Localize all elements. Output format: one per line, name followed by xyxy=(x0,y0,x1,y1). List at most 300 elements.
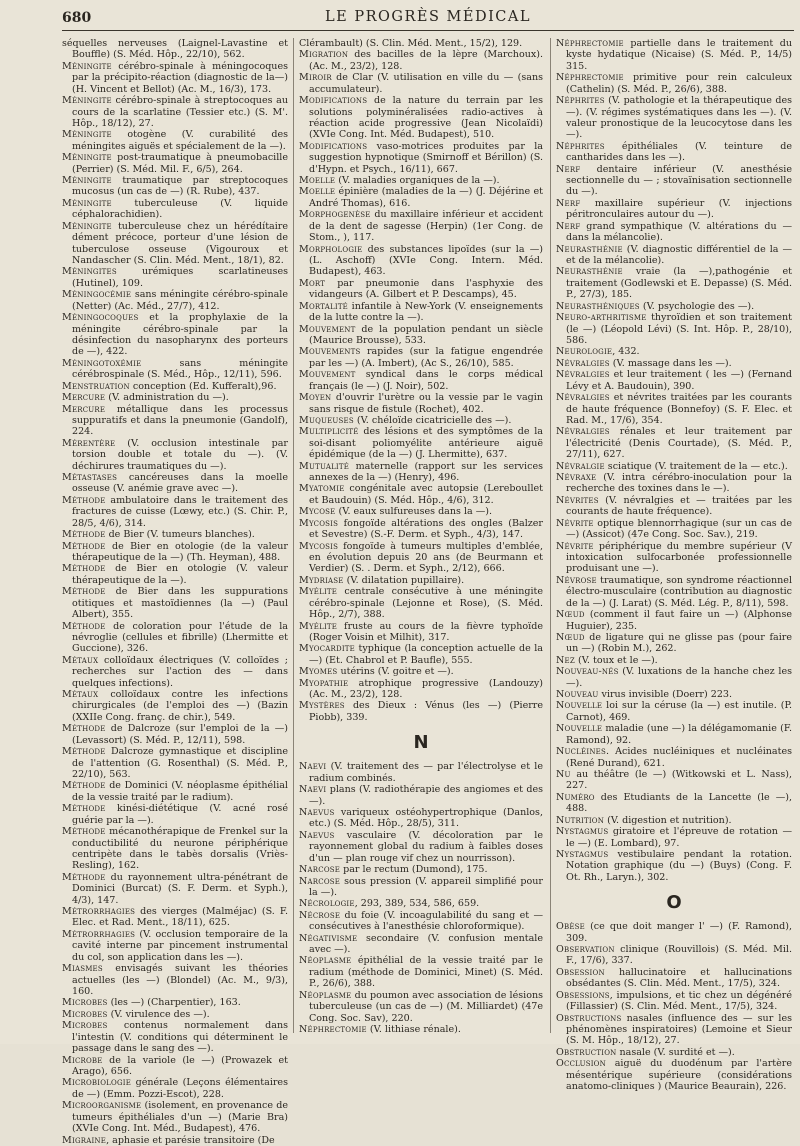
index-entry xyxy=(62,1135,288,1146)
entry-heading: Numéro xyxy=(556,791,595,803)
entry-text: fruste au cours de la fièvre typhoïde (Roger Voisin et Milhit), 317. xyxy=(309,620,543,643)
entry-text: de la nature du terrain par les solutions polyminéralisées radio-actives à réaction acide progressive (Jean Nicolaïdi) (XVIe Cong. Int. Méd. Budapest), 510. xyxy=(309,95,543,141)
index-entry xyxy=(299,518,543,541)
index-entry xyxy=(299,990,543,1024)
entry-text: (V. eaux sulfureuses dans la —). xyxy=(335,506,493,518)
entry-heading: Méthode xyxy=(62,529,106,541)
index-entry xyxy=(62,586,288,620)
index-entry xyxy=(556,461,792,472)
index-entry xyxy=(299,49,543,72)
entry-heading: Neurasthénie xyxy=(556,266,623,278)
entry-heading: Néphrites xyxy=(556,95,605,107)
entry-text: traumatique, son syndrome réactionnel électro-musculaire (contribution au diagnostic de la —) (J. Larat) (S. Méd. Lég. P., 8/11), 598. xyxy=(566,574,792,609)
entry-heading: Occlusion xyxy=(556,1058,606,1070)
entry-heading: Mortalité xyxy=(299,300,348,312)
entry-text: hallucinatoire et hallucinations obsédantes (S. Clin. Méd. Ment., 17/5), 324. xyxy=(566,966,792,990)
entry-heading: Méningite xyxy=(62,175,112,187)
index-entry xyxy=(299,38,543,49)
index-entry xyxy=(299,141,543,175)
entry-text: périphérique du membre supérieur (V intoxication sulfocarbonée professionnelle produisant une —). xyxy=(566,540,792,575)
entry-heading: Méthode xyxy=(62,746,106,758)
entry-heading: Nouvelle xyxy=(556,700,603,712)
index-entry xyxy=(62,563,288,586)
entry-text: séquelles nerveuses (Laignel-Lavastine et Bouffle) (S. Méd. Hôp., 22/10), 562. xyxy=(62,38,288,61)
entry-text: de Clar (V. utilisation en ville du — (sans accumulateur). xyxy=(309,72,543,95)
entry-text: optique blennorrhagique (sur un cas de —) (Assicot) (47e Cong. Soc. Sav.), 219. xyxy=(566,517,792,541)
entry-heading: Néoplasme xyxy=(299,989,352,1001)
entry-heading: Narcose xyxy=(299,864,341,876)
index-entry xyxy=(299,186,543,209)
index-entry xyxy=(299,324,543,347)
index-entry xyxy=(556,826,792,849)
entry-text: conception (Ed. Kufferalt),96. xyxy=(129,380,277,392)
entry-text: fongoïde à tumeurs multiples d'emblée, en évolution depuis 20 ans (de Beurmann et Verdier) (S. . Derm. et Syph., 2/12), 666. xyxy=(309,540,543,575)
entry-text: post-traumatique à pneumobacille (Perrier) (S. Méd. Mil. F., 6/5), 264. xyxy=(72,152,288,175)
index-entry xyxy=(299,1024,543,1035)
index-entry xyxy=(299,643,543,666)
index-entry xyxy=(62,404,288,438)
index-entry xyxy=(299,541,543,575)
index-entry xyxy=(299,621,543,644)
entry-text: (V. traitement des — par l'électrolyse et le radium combinés. xyxy=(309,761,543,784)
entry-heading: Observation xyxy=(556,944,615,956)
entry-text: par pneumonie dans l'asphyxie des vidangeurs (A. Gilbert et P. Descamps), 45. xyxy=(309,277,543,301)
index-entry xyxy=(62,746,288,780)
entry-text: colloïdaux contre les infections chirurgicales (de l'emploi des —) (Bazin (XXIIe Cong. franç. de chir.), 549. xyxy=(72,689,288,723)
index-entry xyxy=(299,506,543,517)
entry-heading: Méningocémie xyxy=(62,289,132,301)
index-entry xyxy=(556,921,792,944)
section-letter: N xyxy=(413,732,429,754)
index-entry xyxy=(556,392,792,426)
index-entry xyxy=(299,575,543,586)
index-entry xyxy=(299,784,543,807)
entry-heading: Neuro-arthritisme xyxy=(556,312,647,324)
entry-text: infantile à New-York (V. enseignements de la lutte contre la —). xyxy=(309,300,543,324)
entry-text: kinési-diététique (V. acné rosé guérie par la —). xyxy=(72,803,288,826)
entry-heading: Neurasthénie xyxy=(556,243,623,255)
entry-heading: Microbes xyxy=(62,997,108,1009)
index-entry xyxy=(62,1100,288,1134)
index-entry xyxy=(556,541,792,575)
entry-heading: Nu xyxy=(556,769,571,780)
entry-text: Clérambault) (S. Clin. Méd. Ment., 15/2), 129. xyxy=(299,38,523,49)
index-entry xyxy=(556,849,792,883)
entry-heading: Moelle xyxy=(299,186,336,198)
index-entry xyxy=(299,244,543,278)
index-column-3 xyxy=(556,38,792,1093)
entry-heading: Neurologie xyxy=(556,346,613,358)
entry-heading: Obstructions xyxy=(556,1012,622,1024)
entry-heading: Obsessions xyxy=(556,989,610,1001)
entry-text: utérins (V. goitre et —). xyxy=(337,666,454,678)
entry-text: congénitale avec autopsie (Lereboullet et Baudouin) (S. Méd. Hôp., 4/6), 312. xyxy=(309,483,543,506)
entry-heading: Migration xyxy=(299,49,349,61)
entry-heading: Nécrose xyxy=(299,909,341,921)
entry-heading: Mouvement xyxy=(299,369,356,381)
index-entry xyxy=(556,266,792,300)
entry-text: des vierges (Malméjac) (S. F. Elec. et Rad. Ment., 18/11), 625. xyxy=(72,906,288,929)
index-entry xyxy=(62,906,288,929)
entry-heading: Névralgie xyxy=(556,460,605,472)
index-entry xyxy=(556,472,792,495)
entry-heading: Myomes xyxy=(299,666,338,678)
entry-heading: Naevi xyxy=(299,761,327,773)
index-column-2 xyxy=(299,38,543,1035)
entry-heading: Nystagmus xyxy=(556,848,609,860)
index-entry xyxy=(62,529,288,540)
entry-text: mécanothérapique de Frenkel sur la conductibilité du neurone périphérique centripète dans le tabès dorsalis (Vriès-Resling), 162. xyxy=(72,826,288,872)
index-entry xyxy=(556,723,792,746)
entry-heading: Méningocoques xyxy=(62,312,139,324)
entry-text: otogène (V. curabilité des méningites aiguës et spécialement de la —). xyxy=(72,129,288,152)
index-entry xyxy=(556,815,792,826)
entry-heading: Nerf xyxy=(556,163,581,175)
entry-heading: Méningites xyxy=(62,266,117,278)
entry-text: (V. lithiase rénale). xyxy=(366,1024,461,1036)
index-entry xyxy=(556,990,792,1013)
index-entry xyxy=(556,1058,792,1092)
index-entry xyxy=(62,929,288,963)
index-entry xyxy=(62,381,288,392)
index-entry xyxy=(556,655,792,666)
entry-heading: Métrorrhagies xyxy=(62,928,136,940)
index-entry xyxy=(62,38,288,61)
entry-heading: Microbes xyxy=(62,1008,108,1020)
entry-text: (V. psychologie des —). xyxy=(639,300,755,312)
index-entry xyxy=(299,586,543,620)
index-entry xyxy=(62,803,288,826)
entry-heading: Multiplicité xyxy=(299,426,359,438)
index-entry xyxy=(62,392,288,403)
section-letter: O xyxy=(666,892,682,914)
entry-heading: Mouvement xyxy=(299,323,356,335)
index-entry xyxy=(62,1020,288,1054)
index-entry xyxy=(62,872,288,906)
entry-heading: Métastases xyxy=(62,472,118,484)
entry-heading: Mérentère xyxy=(62,437,116,449)
entry-text: de Dominici (V. néoplasme épithélial de la vessie traité par le radium). xyxy=(72,780,288,803)
entry-heading: Nœud xyxy=(556,631,585,643)
entry-text: de Bier en otologie (de la valeur thérapeutique de la —) (Th. Heyman), 488. xyxy=(72,540,288,563)
entry-heading: Méthode xyxy=(62,723,106,735)
entry-text: des Etudiants de la Lancette (le —), 488. xyxy=(566,791,792,815)
entry-text: , 432. xyxy=(612,346,640,358)
index-entry xyxy=(299,392,543,415)
entry-heading: Menstruation xyxy=(62,380,130,392)
entry-heading: Naevi xyxy=(299,784,327,796)
index-entry xyxy=(556,967,792,990)
entry-heading: Néphrectomie xyxy=(299,1024,367,1036)
entry-heading: Méthode xyxy=(62,780,106,792)
entry-heading: Moelle xyxy=(299,175,336,187)
entry-heading: Névralgies xyxy=(556,369,610,381)
entry-heading: Méthode xyxy=(62,826,106,838)
index-entry xyxy=(556,769,792,792)
index-entry xyxy=(299,807,543,830)
entry-heading: Obèse xyxy=(556,921,585,933)
index-column-1 xyxy=(62,38,288,1146)
entry-text: vestibulaire pendant la rotation. Notation graphique (du —) (Buys) (Cong. F. Ot. Rh., Laryn.), 302. xyxy=(566,848,792,883)
entry-text: (V. massage dans les —). xyxy=(609,357,732,369)
entry-text: urémiques scarlatineuses (Hutinel), 109. xyxy=(72,266,288,289)
entry-text: des Dieux : Vénus (les —) (Pierre Piobb), 339. xyxy=(309,700,543,723)
entry-heading: Méningite xyxy=(62,197,112,209)
entry-text: de Bier dans les suppurations otitiques et mastoïdiennes (la —) (Paul Albert), 355. xyxy=(72,586,288,621)
entry-text: métallique dans les processus suppuratifs et dans la pneumonie (Gandolf), 224. xyxy=(72,403,288,438)
index-entry xyxy=(299,175,543,186)
entry-text: tuberculeuse chez un hérédítaire dément précoce, porteur d'une lésion de tuberculose osseuse (Vigouroux et Nandascher (S. Clin. Méd. Ment., 18/1), 82. xyxy=(72,220,288,267)
entry-text: (V. toux et le —). xyxy=(574,654,658,666)
entry-heading: Méthode xyxy=(62,540,106,552)
entry-text: secondaire (V. confusion mentale avec —). xyxy=(309,932,543,956)
entry-heading: Méthode xyxy=(62,494,106,506)
entry-heading: Mycose xyxy=(299,506,336,518)
index-entry xyxy=(556,72,792,95)
entry-heading: Névralgies xyxy=(556,357,610,369)
entry-text: partielle dans le traitement du kyste hydatique (Nicaise) (S. Méd. P., 14/5) 315. xyxy=(566,38,792,72)
entry-text: de Dalcroze (sur l'emploi de la —) (Levassort) (S. Méd. P., 12/11), 598. xyxy=(72,723,288,746)
index-entry xyxy=(556,944,792,967)
index-entry xyxy=(62,826,288,872)
entry-text: sans méningite cérébro-spinale (Netter) (Ac. Méd., 27/7), 412. xyxy=(72,289,288,312)
entry-text: cérébro-spinale à streptocoques au cours de la scarlatine (Tessier etc.) (S. M'. Hôp., 18/12), 27. xyxy=(72,95,288,129)
entry-heading: Méthode xyxy=(62,586,106,598)
entry-heading: Mydriase xyxy=(299,574,344,586)
index-entry xyxy=(299,95,543,141)
index-entry xyxy=(556,141,792,164)
entry-heading: Mercure xyxy=(62,403,106,415)
index-entry xyxy=(556,164,792,198)
entry-text: (V. diagnostic différentiel de la — et de la mélancolie). xyxy=(566,243,792,267)
index-entry xyxy=(62,198,288,221)
entry-heading: Méningite xyxy=(62,152,112,164)
entry-text: épithéliales (V. teinture de cantharides dans les —). xyxy=(566,140,792,164)
entry-text: au théâtre (le —) (Witkowski et L. Nass), 227. xyxy=(566,769,792,792)
index-entry xyxy=(556,518,792,541)
index-entry xyxy=(62,689,288,723)
entry-text: de Bier en otologie (V. valeur thérapeutique de la —). xyxy=(72,563,288,586)
index-entry xyxy=(62,963,288,997)
entry-text: (isolement, en provenance de tumeurs épithéliales d'un —) (Marie Bra) (XVIe Cong. Int. Méd., Budapest), 476. xyxy=(72,1100,288,1135)
entry-text: épinière (maladies de la —) (J. Déjérine et André Thomas), 616. xyxy=(309,186,543,209)
entry-text: variqueux ostéohypertrophique (Danlos, etc.) (S. Méd. Hôp., 28/5), 311. xyxy=(309,807,543,830)
entry-text: tuberculeuse (V. liquide céphalorachidien). xyxy=(72,197,288,221)
entry-text: primitive pour rein calculeux (Cathelin) (S. Méd. P., 26/6), 388. xyxy=(566,72,792,95)
entry-heading: Métrorrhagies xyxy=(62,906,136,918)
entry-text: typhique (la conception actuelle de la —) (Et. Chabrol et P. Baufle), 555. xyxy=(309,643,543,666)
entry-text: (V. digestion et nutrition). xyxy=(604,814,732,826)
entry-heading: Myocardite xyxy=(299,643,355,655)
index-entry xyxy=(62,541,288,564)
entry-text: syndical dans le corps médical français (le —) (J. Noir), 502. xyxy=(309,369,543,392)
index-entry xyxy=(62,655,288,689)
entry-heading: Méthode xyxy=(62,871,106,883)
entry-heading: Négativisme xyxy=(299,932,358,944)
index-entry xyxy=(62,95,288,129)
entry-heading: Naevus xyxy=(299,829,335,841)
entry-text: clinique (Rouvillois) (S. Méd. Mil. F., 17/6), 337. xyxy=(566,944,792,967)
index-entry xyxy=(556,312,792,346)
entry-text: de la population pendant un siècle (Maurice Brousse), 533. xyxy=(309,323,543,346)
index-entry xyxy=(556,1047,792,1058)
index-entry xyxy=(62,723,288,746)
index-entry xyxy=(299,678,543,701)
entry-text: vasculaire (V. décoloration par le rayonnement global du radium à faibles doses d'un — plan rouge vif chez un nourrisson). xyxy=(309,829,543,864)
entry-heading: Méningotoxémie xyxy=(62,357,142,369)
index-entry xyxy=(556,746,792,769)
index-entry xyxy=(299,415,543,426)
index-entry xyxy=(299,369,543,392)
entry-heading: Névraxe xyxy=(556,472,597,484)
index-entry xyxy=(299,666,543,677)
entry-heading: Mystères xyxy=(299,700,345,712)
entry-text: des bacilles de la lèpre (Marchoux). (Ac. M., 23/2), 128. xyxy=(309,49,543,72)
page-header xyxy=(62,8,794,31)
index-entry xyxy=(62,1077,288,1100)
entry-heading: Microbes xyxy=(62,1020,108,1032)
index-entry xyxy=(556,609,792,632)
entry-text: centrale consécutive à une méningite cérébro-spinale (Lejonne et Rose), (S. Méd. Hôp., 2/7), 388. xyxy=(309,586,543,621)
entry-text: (comment il faut faire un —) (Alphonse Huguier), 235. xyxy=(566,609,792,632)
entry-text: de Bier (V. tumeurs blanches). xyxy=(105,529,255,541)
entry-text: (les —) (Charpentier), 163. xyxy=(107,997,241,1009)
entry-text: dentaire inférieur (V. anesthésie sectionnelle du — ; stovaïnisation sectionnelle du —). xyxy=(566,163,792,198)
entry-text: (V. administration du —). xyxy=(105,392,229,404)
entry-text: des lésions et des symptômes de la soi-disant poliomyélite antérieure aiguë épidémique (de la —) (J. Lhermitte), 637. xyxy=(309,426,543,461)
entry-heading: Morphogenèse xyxy=(299,209,371,221)
index-entry xyxy=(62,472,288,495)
index-entry xyxy=(299,461,543,484)
entry-heading: Névrite xyxy=(556,517,594,529)
entry-text: contenus normalement dans l'intestin (V. conditions qui déterminent le passage dans le sang des —). xyxy=(72,1020,288,1055)
entry-heading: Névralgies xyxy=(556,426,610,438)
index-entry xyxy=(556,1013,792,1047)
index-entry xyxy=(299,830,543,864)
entry-heading: Mycosis xyxy=(299,540,339,552)
entry-heading: Mort xyxy=(299,277,326,289)
index-entry xyxy=(62,152,288,175)
entry-heading: Nerf xyxy=(556,220,581,232)
entry-heading: Obstruction xyxy=(556,1046,617,1058)
entry-text: de la variole (le —) (Prowazek et Arago), 656. xyxy=(72,1054,288,1077)
entry-text: giratoire et l'épreuve de rotation — le —) (E. Lombard), 97. xyxy=(566,826,792,849)
entry-text: atrophique progressive (Landouzy) (Ac. M., 23/2), 128. xyxy=(309,677,543,701)
entry-text: d'ouvrir l'urètre ou la vessie par le vagin sans risque de fistule (Rochet), 402. xyxy=(309,392,543,415)
entry-text: des substances lipoïdes (sur la —) (L. Aschoff) (XVIe Cong. Intern. Méd. Budapest), 463. xyxy=(309,243,543,278)
entry-text: colloïdaux électriques (V. colloïdes ; recherches sur l'action des — dans quelques infections). xyxy=(72,654,288,689)
index-entry xyxy=(556,221,792,244)
entry-text: et la prophylaxie de la méningite cérébro-spinale par la désinfection du nasopharynx des porteurs de —), 422. xyxy=(72,312,288,358)
index-entry xyxy=(62,289,288,312)
entry-text: de coloration pour l'étude de la névroglie (cellules et fibrille) (Lhermitte et Guccione), 326. xyxy=(72,620,288,655)
entry-text: nasales (influence des — sur les phénomènes inspiratoires) (Lemoine et Sieur (S. M. Hôp., 18/12), 27. xyxy=(566,1012,792,1047)
entry-heading: Méningite xyxy=(62,95,112,107)
entry-heading: Névrites xyxy=(556,494,599,506)
column-divider xyxy=(550,38,551,1033)
entry-text: rénales et leur traitement par l'électricité (Denis Courtade), (S. Méd. P., 27/11), 627. xyxy=(566,426,792,461)
entry-heading: Névrose xyxy=(556,574,597,586)
entry-heading: Métaux xyxy=(62,689,99,701)
entry-heading: Narcose xyxy=(299,875,341,887)
entry-heading: Néphrites xyxy=(556,140,605,152)
entry-heading: Myopathie xyxy=(299,677,349,689)
index-entry xyxy=(556,689,792,700)
index-entry xyxy=(299,346,543,369)
index-entry xyxy=(62,495,288,529)
entry-heading: Mouvements xyxy=(299,346,361,358)
entry-heading: Néphrectomie xyxy=(556,72,624,84)
index-entry xyxy=(299,933,543,956)
entry-text: sciatique (V. traitement de la — etc.). xyxy=(604,460,788,472)
entry-text: (V. virulence des —). xyxy=(107,1008,210,1020)
index-entry xyxy=(62,221,288,267)
index-entry xyxy=(299,761,543,784)
entry-heading: Névrite xyxy=(556,540,594,552)
entry-text: vraie (la —),pathogénie et traitement (Godlewski et E. Depasse) (S. Méd. P., 27/3), 185. xyxy=(566,266,792,301)
entry-heading: Nutrition xyxy=(556,814,605,826)
entry-text: vaso-motrices produites par la suggestion hypnotique (Smirnoff et Bérillon) (S. d'Hypn. et Psych., 16/11), 667. xyxy=(309,140,543,175)
index-entry xyxy=(62,61,288,95)
entry-text: du maxillaire inférieur et accident de la dent de sagesse (Herpin) (1er Cong. de Stom., ), 117. xyxy=(309,209,543,244)
entry-heading: Neurasthéniques xyxy=(556,300,640,312)
index-entry xyxy=(62,129,288,152)
entry-text: envisagés suivant les théories actuelles (les —) (Blondel) (Ac. M., 9/3), 160. xyxy=(72,963,288,998)
entry-heading: Muqueuses xyxy=(299,414,354,426)
entry-heading: Moyen xyxy=(299,392,332,404)
index-entry xyxy=(299,910,543,933)
entry-heading: Nœud xyxy=(556,609,585,621)
index-entry xyxy=(299,955,543,989)
index-entry xyxy=(556,575,792,609)
index-entry xyxy=(299,898,543,909)
journal-title: LE PROGRÈS MÉDICAL xyxy=(325,9,531,25)
index-entry xyxy=(556,301,792,312)
entry-heading: Mutualité xyxy=(299,460,350,472)
entry-heading: Microbe xyxy=(62,1054,103,1066)
index-entry xyxy=(556,495,792,518)
index-entry xyxy=(299,278,543,301)
entry-heading: Nécrologie xyxy=(299,898,355,910)
page-number: 680 xyxy=(62,10,92,26)
index-entry xyxy=(556,700,792,723)
entry-heading: Nucléines xyxy=(556,746,606,758)
index-entry xyxy=(556,426,792,460)
entry-text: générale (Leçons élémentaires de —) (Emm. Pozzi-Escot), 228. xyxy=(72,1077,288,1100)
entry-heading: Néoplasme xyxy=(299,955,352,967)
index-entry xyxy=(556,244,792,267)
entry-text: maxillaire supérieur (V. injections péritronculaires autour du —). xyxy=(566,197,792,221)
entry-heading: Miasmes xyxy=(62,963,103,975)
entry-heading: Névralgies xyxy=(556,392,610,404)
entry-text: (V. occlusion intestinale par torsion double et totale du —). (V. déchirures traumatiques du —). xyxy=(72,437,288,472)
entry-text: (V. pathologie et la thérapeutique des —). (V. régimes systématiques dans les —). (V. valeur pronostique de la leucocytose dans les —). xyxy=(566,95,792,141)
index-entry xyxy=(556,632,792,655)
entry-text: loi sur la céruse (la —) est inutile. (P. Carnot), 469. xyxy=(566,700,792,723)
index-entry xyxy=(62,780,288,803)
entry-text: (V. maladies organiques de la —). xyxy=(335,175,500,187)
entry-heading: Métaux xyxy=(62,654,99,666)
entry-heading: Méningite xyxy=(62,129,112,141)
index-entry xyxy=(62,997,288,1008)
entry-text: cérébro-spinale à méningocoques par la précipito-réaction (diagnostic de la—) (H. Vincent et Bellot) (Ac. M., 16/3), 173. xyxy=(72,60,288,95)
index-entry xyxy=(556,369,792,392)
index-entry xyxy=(62,1009,288,1020)
entry-text: cancéreuses dans la moelle osseuse (V. anémie grave avec —). xyxy=(72,472,288,495)
entry-text: épithélial de la vessie traité par le radium (méthode de Dominici, Minet) (S. Méd. P., 26/6), 388. xyxy=(309,955,543,990)
index-entry xyxy=(299,301,543,324)
entry-text: maternelle (rapport sur les services annexes de la —) (Henry), 496. xyxy=(309,460,543,484)
